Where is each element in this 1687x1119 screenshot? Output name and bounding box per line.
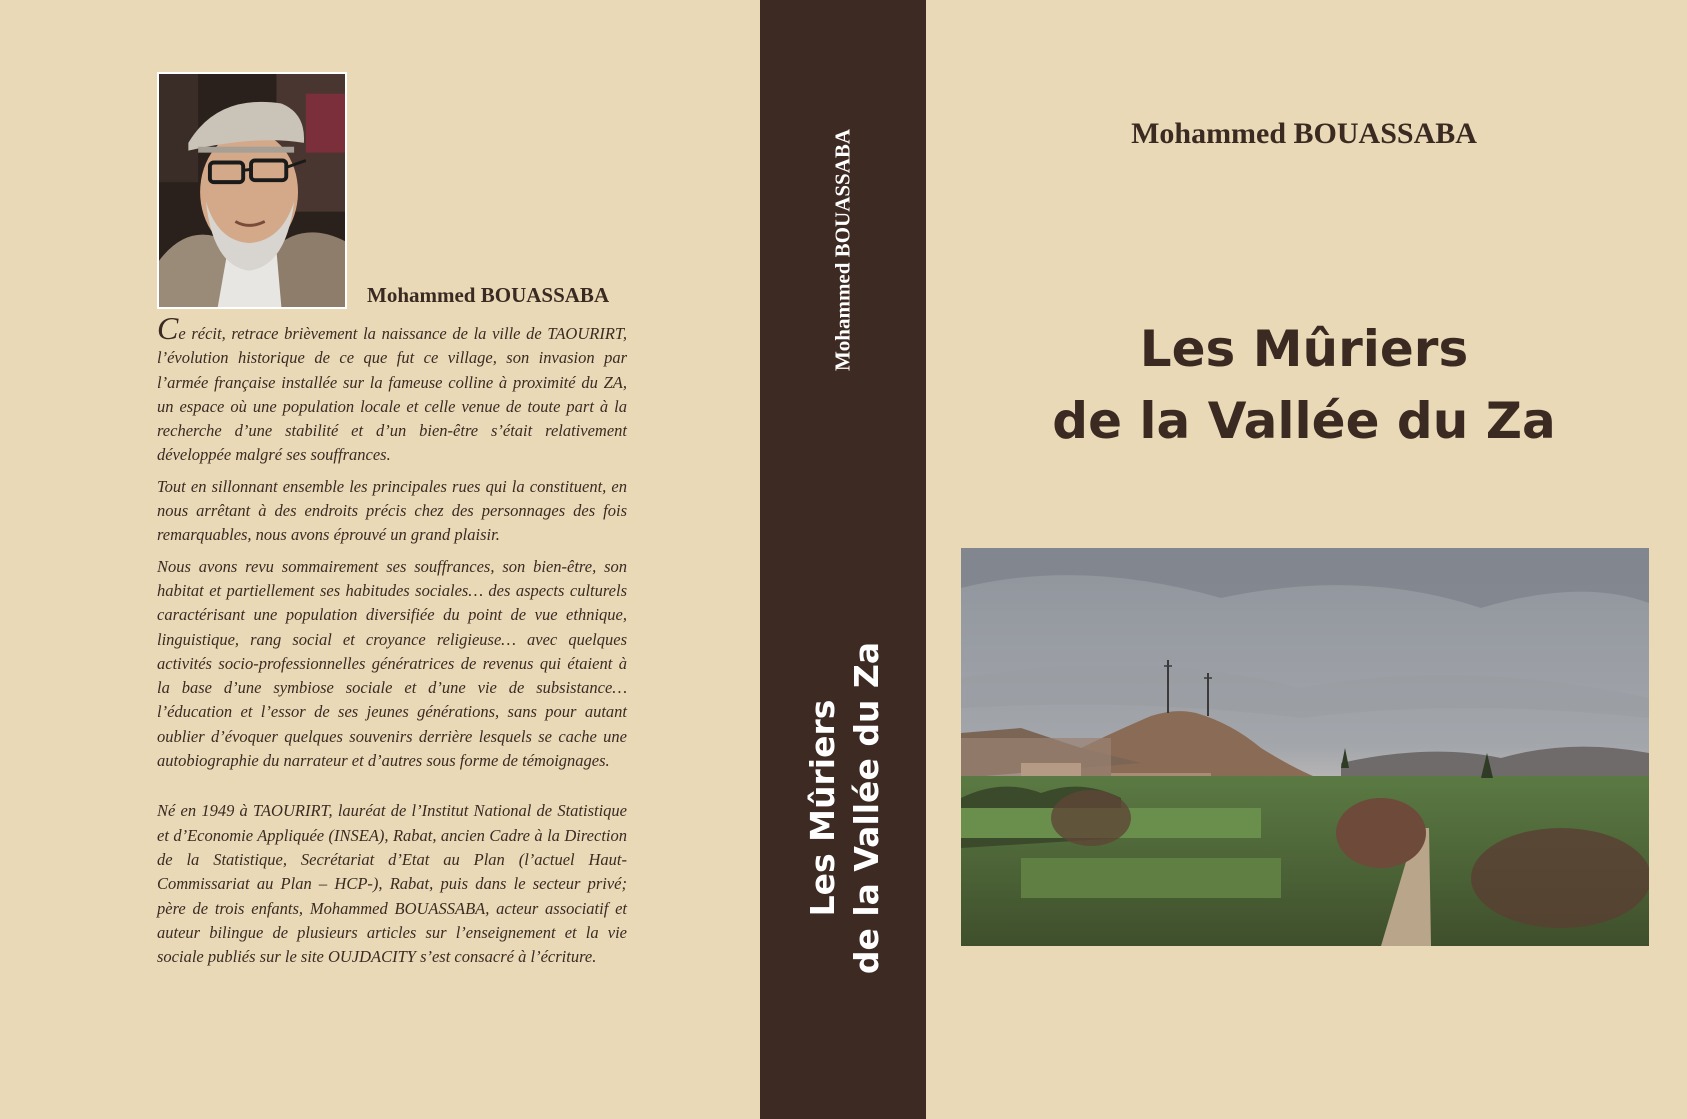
author-photo bbox=[157, 72, 347, 309]
author-portrait-icon bbox=[159, 74, 345, 307]
blurb-paragraph bbox=[157, 310, 627, 468]
blurb-paragraph-text: e récit, retrace brièvement la naissance de la ville de TAOURIRT, l’évolution historique de ce que fut ce village, son invasion par l’armée française installée sur la fameuse colline à proximité du ZA, un espace où une population locale et celle venue de toute part à la recherche d’une stabilité et d’un bien-être s’était relativement développée malgré ses souffrances. bbox=[157, 324, 627, 465]
front-author-name: Mohammed BOUASSABA bbox=[1131, 117, 1477, 150]
spine-title bbox=[801, 642, 889, 974]
landscape-hill-antennas-icon bbox=[961, 548, 1649, 946]
spine-title-line: Les Mûriers bbox=[803, 699, 842, 917]
blurb-paragraph: Tout en sillonnant ensemble les principales rues qui la constituent, en nous arrêtant à des endroits précis chez des personnages des fois remarquables, nous avons éprouvé un grand plaisir. bbox=[157, 476, 627, 545]
back-author-name: Mohammed BOUASSABA bbox=[367, 283, 610, 307]
front-title-line: Les Mûriers bbox=[1139, 320, 1469, 378]
author-bio: Né en 1949 à TAOURIRT, lauréat de l’Institut National de Statistique et d’Economie Appliquée (INSEA), Rabat, ancien Cadre à la Direction de la Statistique, Secrétariat d’Etat au Plan (l’actuel Haut-Commissariat au Plan – HCP-), Rabat, puis dans le secteur privé; père de trois enfants, Mohammed BOUASSABA, acteur associatif et auteur bilingue de plusieurs articles sur l’enseignement et la vie sociale publiés sur le site OUJDACITY s’est consacré à l’écriture. bbox=[157, 801, 627, 967]
front-title bbox=[1052, 313, 1555, 457]
spine-title-line: de la Vallée du Za bbox=[847, 641, 886, 975]
back-cover bbox=[0, 0, 760, 1119]
back-blurb bbox=[157, 310, 627, 976]
blurb-paragraph: Nous avons revu sommairement ses souffrances, son bien-être, son habitat et partiellement ses habitudes sociales… des aspects culturels caractérisant une population diversifiée du point de vue ethnique, linguistique, rang social et croyance religieuse… avec quelques activités socio-professionnelles génératrices de revenus qui étaient à la base d’une symbiose sociale et d’une vie de subsistance… l’éducation et l’essor de ses jeunes générations, sans pour autant oublier d’évoquer quelques souvenirs derrière lesquels se cache une autobiographie du narrateur et d’autres sous forme de témoignages. bbox=[157, 556, 627, 771]
drop-cap: C bbox=[157, 310, 179, 346]
front-title-line: de la Vallée du Za bbox=[1052, 392, 1556, 450]
cover-photo bbox=[961, 548, 1649, 946]
spine-author: Mohammed BOUASSABA bbox=[830, 128, 855, 372]
